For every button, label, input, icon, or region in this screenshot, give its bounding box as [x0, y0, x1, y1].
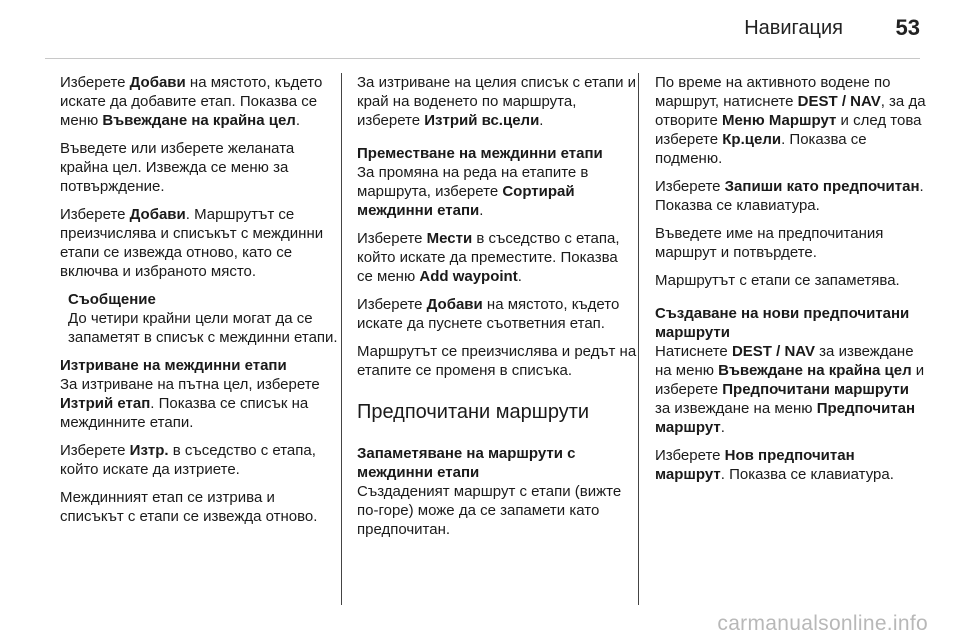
- note-text: До четири крайни цели могат да се запаметят в списък с междинни етапи.: [68, 310, 338, 346]
- paragraph: Маршрутът с етапи се запаметява.: [655, 272, 900, 289]
- paragraph: Въведете име на предпочитания маршрут и потвърдете.: [655, 225, 884, 261]
- watermark: carmanualsonline.info: [717, 612, 928, 635]
- note-title: Съобщение: [68, 291, 156, 308]
- column-1: [60, 73, 340, 535]
- section-heading-favourite-routes: Предпочитани маршрути: [357, 401, 590, 423]
- page-header: [0, 0, 960, 62]
- paragraph: Натиснете DEST / NAV за извеждане на меню Въвеждане на крайна цел и изберете Предпочитани маршрути за извеждане на меню Предпочитан маршрут.: [655, 343, 925, 436]
- paragraph: Въведете или изберете желаната крайна цел. Извежда се меню за потвърждение.: [60, 140, 295, 195]
- column-divider-2: [638, 73, 639, 605]
- paragraph: Междинният етап се изтрива и списъкът с етапи се извежда отново.: [60, 489, 318, 525]
- paragraph: За изтриване на целия списък с етапи и край на воденето по маршрута, изберете Изтрий вс.цели.: [357, 74, 637, 129]
- paragraph: Изберете Запиши като предпочитан. Показва се клавиатура.: [655, 178, 924, 214]
- note-box: [60, 290, 340, 347]
- paragraph: За промяна на реда на етапите в маршрута, изберете Сортирай междинни етапи.: [357, 164, 589, 219]
- section-title: Навигация: [744, 17, 843, 39]
- page-number: 53: [895, 15, 920, 40]
- column-3: [655, 73, 927, 493]
- paragraph: Изберете Нов предпочитан маршрут. Показва се клавиатура.: [655, 447, 894, 483]
- paragraph: Маршрутът се преизчислява и редът на етапите се променя в списъка.: [357, 343, 637, 379]
- paragraph: Създаденият маршрут с етапи (вижте по-горе) може да се запамети като предпочитан.: [357, 483, 622, 538]
- subheading-delete-waypoints: Изтриване на междинни етапи: [60, 357, 287, 374]
- subheading-move-waypoints: Преместване на междинни етапи: [357, 145, 603, 162]
- column-divider-1: [341, 73, 342, 605]
- paragraph: За изтриване на пътна цел, изберете Изтрий етап. Показва се списък на междинните етапи.: [60, 376, 320, 431]
- paragraph: По време на активното водене по маршрут, натиснете DEST / NAV, за да отворите Меню Маршрут и след това изберете Кр.цели. Показва се подменю.: [655, 74, 926, 167]
- subheading-create-routes: Създаване на нови предпочитани маршрути: [655, 305, 910, 341]
- paragraph: Изберете Добави на мястото, където искате да добавите етап. Показва се меню Въвеждане на крайна цел.: [60, 74, 323, 129]
- subheading-save-routes: Запаметяване на маршрути с междинни етапи: [357, 445, 576, 481]
- paragraph: Изберете Изтр. в съседство с етапа, който искате да изтриете.: [60, 442, 316, 478]
- header-divider: [45, 58, 920, 59]
- paragraph: Изберете Мести в съседство с етапа, който искате да преместите. Показва се меню Add waypoint.: [357, 230, 620, 285]
- column-2: [357, 73, 637, 548]
- paragraph: Изберете Добави. Маршрутът се преизчислява и списъкът с междинни етапи се извежда отново, като се включва и избраното място.: [60, 206, 324, 280]
- paragraph: Изберете Добави на мястото, където искате да пуснете съответния етап.: [357, 296, 620, 332]
